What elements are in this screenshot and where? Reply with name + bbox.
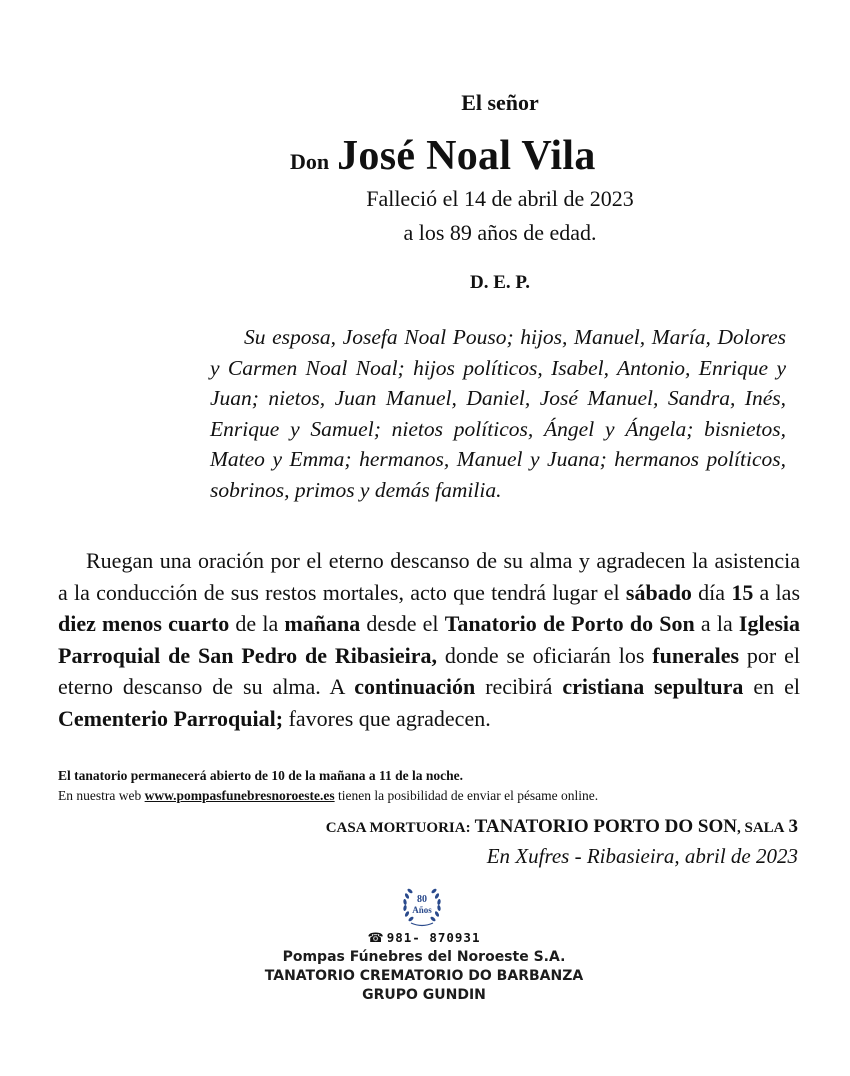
deceased-name: José Noal Vila bbox=[337, 133, 596, 179]
funeral-home-place: TANATORIO PORTO DO SON bbox=[474, 816, 737, 837]
highlight-time: diez menos cuarto bbox=[58, 611, 230, 636]
text-segment: recibirá bbox=[475, 674, 563, 699]
highlight-cemetery: Cementerio Parroquial; bbox=[58, 705, 284, 731]
highlight-day: sábado bbox=[625, 579, 692, 605]
highlight-origin: Tanatorio de Porto do Son bbox=[444, 611, 695, 636]
death-date: Falleció el 14 de abril de 2023 bbox=[366, 186, 634, 211]
company-name: Pompas Fúnebres del Noroeste S.A. bbox=[282, 949, 566, 965]
text-segment: de la bbox=[229, 611, 285, 636]
phone-line bbox=[0, 930, 848, 946]
text-segment: día bbox=[691, 579, 732, 605]
text-segment: Ruegan una oración por el eterno descanso de su alma y agradecen la asistencia a la conducción de sus restos mortales, acto que tendrá lugar el bbox=[58, 548, 800, 605]
text-segment: donde se oficiarán los bbox=[436, 642, 653, 668]
web-note-suffix: tienen la posibilidad de enviar el pésame online. bbox=[334, 788, 599, 803]
text-segment: a las bbox=[753, 579, 800, 605]
ceremony-announcement bbox=[58, 545, 800, 734]
place-and-date: En Xufres - Ribasieira, abril de 2023 bbox=[486, 844, 798, 868]
room-number: 3 bbox=[788, 816, 798, 837]
highlight-morning: mañana bbox=[284, 611, 361, 636]
rip-abbreviation: D. E. P. bbox=[469, 272, 530, 293]
highlight-funerals: funerales bbox=[652, 642, 740, 668]
highlight-church: Iglesia Parroquial de San Pedro de Ribasieira, bbox=[58, 611, 801, 668]
title-prefix: El señor bbox=[461, 90, 539, 115]
logo-text: Años bbox=[412, 905, 432, 915]
highlight-continuation: continuación bbox=[354, 674, 476, 699]
text-segment: favores que agradecen. bbox=[283, 705, 491, 731]
funeral-home-label: CASA MORTUORIA: bbox=[325, 820, 471, 836]
opening-hours-note: El tanatorio permanecerá abierto de 10 de la mañana a 11 de la noche. bbox=[58, 768, 463, 783]
phone-number: 981- 870931 bbox=[386, 930, 481, 945]
text-segment: en el bbox=[743, 674, 800, 699]
highlight-date: 15 bbox=[731, 579, 754, 605]
room-label: , SALA bbox=[736, 820, 785, 836]
highlight-burial: cristiana sepultura bbox=[562, 674, 744, 699]
crematorium-name: TANATORIO CREMATORIO DO BARBANZA bbox=[264, 968, 584, 984]
age-at-death: a los 89 años de edad. bbox=[403, 220, 597, 245]
funeral-home-line bbox=[326, 816, 798, 838]
text-segment: desde el bbox=[360, 611, 445, 636]
logo-number: 80 bbox=[417, 894, 427, 905]
honorific: Don bbox=[290, 149, 330, 174]
laurel-wreath-icon bbox=[398, 880, 446, 930]
text-segment: a la bbox=[694, 611, 739, 636]
family-list: Su esposa, Josefa Noal Pouso; hijos, Manuel, María, Dolores y Carmen Noal Noal; hijos políticos, Isabel, Antonio, Enrique y Juan; nietos, Juan Manuel, Daniel, José Manuel, Sandra, Inés, Enrique y Samuel; nietos políticos, Ángel y Ángela; bisnietos, Mateo y Emma; hermanos, Manuel y Juana; hermanos políticos, sobrinos, primos y demás familia. bbox=[210, 325, 786, 502]
web-note bbox=[58, 788, 598, 804]
group-name: GRUPO GUNDIN bbox=[362, 987, 486, 1003]
deceased-name-line bbox=[290, 132, 596, 180]
website-link[interactable]: www.pompasfunebresnoroeste.es bbox=[144, 788, 335, 803]
telephone-icon: ☎ bbox=[367, 931, 385, 946]
text-segment: por el eterno descanso de su alma. A bbox=[58, 642, 800, 699]
web-note-prefix: En nuestra web bbox=[58, 788, 145, 803]
